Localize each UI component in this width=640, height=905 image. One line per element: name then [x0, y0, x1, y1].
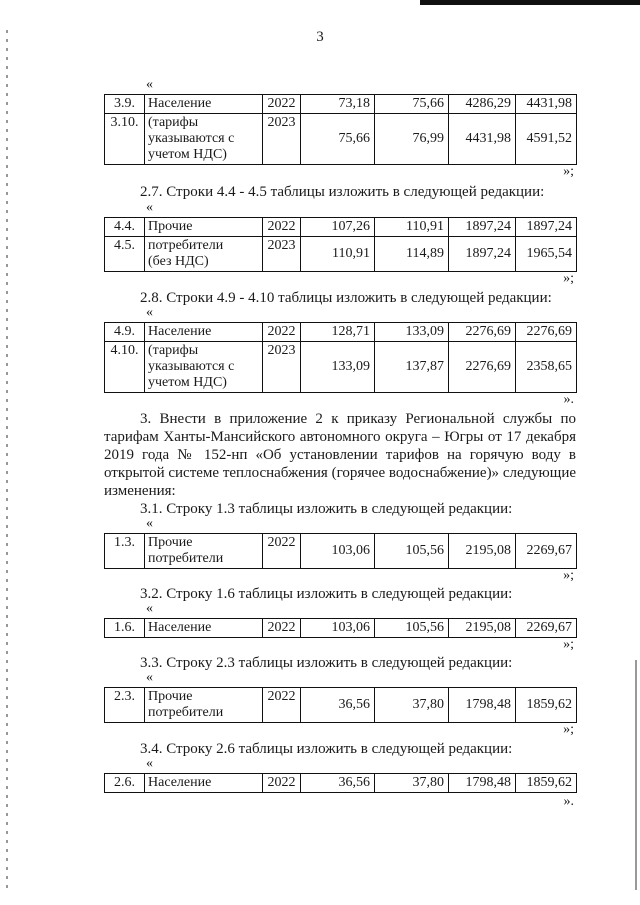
section-heading: 3.2. Строку 1.6 таблицы изложить в следующей редакции: — [140, 586, 513, 602]
value-4: 2276,69 — [516, 323, 577, 342]
value-1: 133,09 — [301, 342, 375, 393]
consumer-name — [145, 114, 263, 165]
close-quote: »; — [563, 637, 574, 652]
section-heading: 3.4. Строку 2.6 таблицы изложить в следующей редакции: — [140, 741, 513, 757]
table-row — [105, 95, 577, 114]
value-1: 36,56 — [301, 774, 375, 793]
consumer-name: Население — [145, 323, 263, 342]
value-4: 2269,67 — [516, 534, 577, 569]
row-number: 3.10. — [105, 114, 145, 165]
close-quote: »; — [563, 722, 574, 737]
value-2: 114,89 — [375, 237, 449, 272]
name-line: потребители — [148, 551, 224, 566]
scan-edge-right — [635, 660, 637, 890]
row-number: 2.6. — [105, 774, 145, 793]
year: 2022 — [263, 774, 301, 793]
open-quote: « — [146, 77, 153, 92]
table-row — [105, 534, 577, 569]
amendment-paragraph — [104, 410, 576, 500]
row-number: 4.4. — [105, 218, 145, 237]
value-3: 2276,69 — [449, 323, 516, 342]
value-3: 4431,98 — [449, 114, 516, 165]
paragraph-line: изменения: — [104, 483, 176, 499]
value-3: 1897,24 — [449, 218, 516, 237]
tariff-table-block5 — [104, 618, 577, 638]
consumer-name — [145, 534, 263, 569]
value-4: 2358,65 — [516, 342, 577, 393]
scan-edge-left — [6, 30, 8, 890]
close-quote: »; — [563, 271, 574, 286]
year: 2023 — [263, 114, 301, 165]
paragraph-line: тарифам Ханты-Мансийского автономного округа – Югры от 17 декабря — [104, 429, 576, 445]
value-4: 1965,54 — [516, 237, 577, 272]
value-3: 2195,08 — [449, 534, 516, 569]
name-line: (тарифы — [148, 115, 199, 130]
row-number: 1.6. — [105, 619, 145, 638]
year: 2023 — [263, 342, 301, 393]
consumer-name: Прочие — [145, 218, 263, 237]
row-number: 4.9. — [105, 323, 145, 342]
name-line: потребители — [148, 705, 224, 720]
table-row — [105, 774, 577, 793]
value-3: 4286,29 — [449, 95, 516, 114]
table-row — [105, 619, 577, 638]
table-row — [105, 114, 577, 165]
consumer-name — [145, 237, 263, 272]
value-1: 128,71 — [301, 323, 375, 342]
year: 2022 — [263, 218, 301, 237]
table-row — [105, 237, 577, 272]
name-line: Прочие — [148, 689, 193, 704]
value-4: 1897,24 — [516, 218, 577, 237]
row-number: 4.10. — [105, 342, 145, 393]
year: 2022 — [263, 95, 301, 114]
value-2: 105,56 — [375, 619, 449, 638]
section-heading: 3.3. Строку 2.3 таблицы изложить в следующей редакции: — [140, 655, 513, 671]
value-4: 4591,52 — [516, 114, 577, 165]
table-row — [105, 323, 577, 342]
paragraph-line: 2019 года № 152-нп «Об установлении тарифов на горячую воду в — [104, 447, 576, 463]
value-4: 1859,62 — [516, 688, 577, 723]
name-line: (без НДС) — [148, 254, 209, 269]
name-line: Прочие — [148, 535, 193, 550]
value-4: 4431,98 — [516, 95, 577, 114]
close-quote: »; — [563, 164, 574, 179]
section-heading: 3.1. Строку 1.3 таблицы изложить в следующей редакции: — [140, 501, 513, 517]
year: 2023 — [263, 237, 301, 272]
value-2: 37,80 — [375, 774, 449, 793]
year: 2022 — [263, 619, 301, 638]
value-4: 1859,62 — [516, 774, 577, 793]
open-quote: « — [146, 516, 153, 531]
value-2: 105,56 — [375, 534, 449, 569]
tariff-table-block6 — [104, 687, 577, 723]
value-2: 137,87 — [375, 342, 449, 393]
section-heading: 2.7. Строки 4.4 - 4.5 таблицы изложить в следующей редакции: — [140, 184, 545, 200]
year: 2022 — [263, 688, 301, 723]
name-line: учетом НДС) — [148, 375, 227, 390]
name-line: указываются с — [148, 131, 235, 146]
value-4: 2269,67 — [516, 619, 577, 638]
table-row — [105, 342, 577, 393]
consumer-name: Население — [145, 95, 263, 114]
value-3: 2276,69 — [449, 342, 516, 393]
name-line: учетом НДС) — [148, 147, 227, 162]
name-line: (тарифы — [148, 343, 199, 358]
value-1: 107,26 — [301, 218, 375, 237]
value-1: 36,56 — [301, 688, 375, 723]
value-2: 133,09 — [375, 323, 449, 342]
scan-edge-top — [420, 0, 640, 5]
open-quote: « — [146, 305, 153, 320]
value-3: 1897,24 — [449, 237, 516, 272]
close-quote: ». — [563, 392, 574, 407]
consumer-name: Население — [145, 774, 263, 793]
value-3: 1798,48 — [449, 688, 516, 723]
tariff-table-block2 — [104, 217, 577, 272]
page-number: 3 — [316, 29, 324, 45]
section-heading: 2.8. Строки 4.9 - 4.10 таблицы изложить в следующей редакции: — [140, 290, 552, 306]
consumer-name — [145, 688, 263, 723]
value-1: 103,06 — [301, 619, 375, 638]
open-quote: « — [146, 601, 153, 616]
consumer-name — [145, 342, 263, 393]
year: 2022 — [263, 534, 301, 569]
close-quote: ». — [563, 794, 574, 809]
value-1: 75,66 — [301, 114, 375, 165]
close-quote: »; — [563, 568, 574, 583]
table-row — [105, 218, 577, 237]
value-1: 103,06 — [301, 534, 375, 569]
value-2: 76,99 — [375, 114, 449, 165]
year: 2022 — [263, 323, 301, 342]
paragraph-line: 3. Внести в приложение 2 к приказу Региональной службы по — [140, 411, 576, 427]
tariff-table-block4 — [104, 533, 577, 569]
tariff-table-block1 — [104, 94, 577, 165]
row-number: 2.3. — [105, 688, 145, 723]
table-row — [105, 688, 577, 723]
open-quote: « — [146, 200, 153, 215]
value-1: 73,18 — [301, 95, 375, 114]
row-number: 1.3. — [105, 534, 145, 569]
value-1: 110,91 — [301, 237, 375, 272]
value-2: 75,66 — [375, 95, 449, 114]
value-2: 37,80 — [375, 688, 449, 723]
open-quote: « — [146, 670, 153, 685]
tariff-table-block7 — [104, 773, 577, 793]
open-quote: « — [146, 756, 153, 771]
row-number: 4.5. — [105, 237, 145, 272]
value-3: 2195,08 — [449, 619, 516, 638]
value-3: 1798,48 — [449, 774, 516, 793]
tariff-table-block3 — [104, 322, 577, 393]
paragraph-line: открытой системе теплоснабжения (горячее водоснабжение)» следующие — [104, 465, 576, 481]
value-2: 110,91 — [375, 218, 449, 237]
name-line: потребители — [148, 238, 224, 253]
name-line: указываются с — [148, 359, 235, 374]
consumer-name: Население — [145, 619, 263, 638]
row-number: 3.9. — [105, 95, 145, 114]
